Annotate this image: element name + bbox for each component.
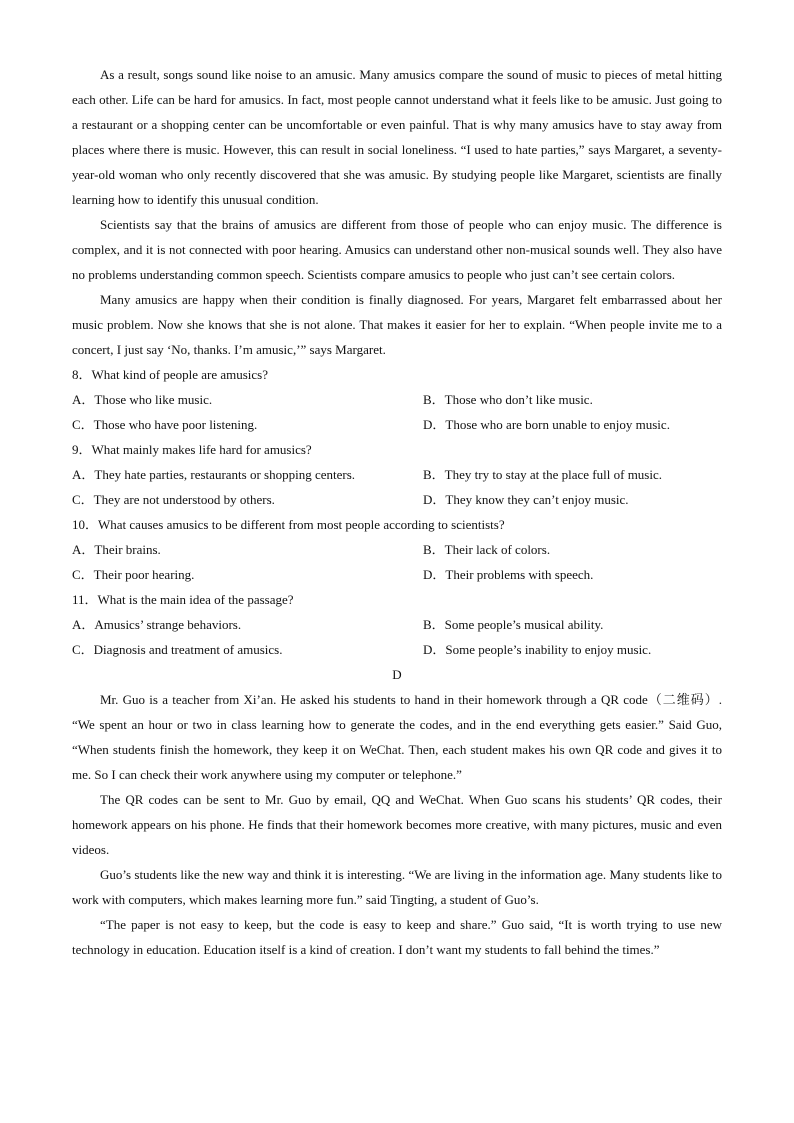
option-c: C．Diagnosis and treatment of amusics. [72, 642, 283, 657]
question-stem: 9．What mainly makes life hard for amusics? [72, 442, 312, 457]
passage-paragraph: Scientists say that the brains of amusics are different from those of people who can enjoy music. The difference is complex, and it is not connected with poor hearing. Amusics can understand other non-musical sounds well. They also have no problems understanding common speech. Scientists compare amusics to people who just can’t see certain colors. [72, 217, 722, 282]
option-d: D．Some people’s inability to enjoy music. [423, 642, 652, 657]
option-c: C．They are not understood by others. [72, 492, 275, 507]
option-b: B．Their lack of colors. [423, 542, 551, 557]
question-stem: 8．What kind of people are amusics? [72, 367, 269, 382]
question-9 [72, 437, 722, 512]
passage-paragraph: Guo’s students like the new way and think it is interesting. “We are living in the information age. Many students like to work with computers, which makes learning more fun.” said Tingting, a student of Guo’s. [72, 867, 722, 907]
option-c: C．Their poor hearing. [72, 567, 195, 582]
passage-paragraph: Mr. Guo is a teacher from Xi’an. He asked his students to hand in their homework through a QR code（二维码）. “We spent an hour or two in class learning how to generate the codes, and in the end everything gets easier.” Said Guo, “When students finish the homework, they keep it on WeChat. Then, each student makes his own QR code and gives it to me. So I can check their work anywhere using my computer or telephone.” [72, 692, 722, 782]
question-stem: 11．What is the main idea of the passage? [72, 592, 294, 607]
document-page [72, 62, 722, 962]
option-a: A．Amusics’ strange behaviors. [72, 617, 242, 632]
passage-paragraph: “The paper is not easy to keep, but the code is easy to keep and share.” Guo said, “It is worth trying to use new technology in education. Education itself is a kind of creation. I don’t want my students to fall behind the times.” [72, 917, 722, 957]
option-a: A．They hate parties, restaurants or shopping centers. [72, 467, 356, 482]
question-8 [72, 362, 722, 437]
option-a: A．Those who like music. [72, 392, 213, 407]
option-b: B．Some people’s musical ability. [423, 617, 604, 632]
section-heading: D [392, 667, 402, 682]
option-a: A．Their brains. [72, 542, 161, 557]
option-d: D．Their problems with speech. [423, 567, 594, 582]
passage-paragraph: As a result, songs sound like noise to an amusic. Many amusics compare the sound of music to pieces of metal hitting each other. Life can be hard for amusics. In fact, most people cannot understand what it feels like to be amusic. Just going to a restaurant or a shopping center can be uncomfortable or even painful. That is why many amusics have to stay away from places where there is music. However, this can result in social loneliness. “I used to hate parties,” says Margaret, a seventy-year-old woman who only recently discovered that she was amusic. By studying people like Margaret, scientists are finally learning how to identify this unusual condition. [72, 67, 722, 207]
option-c: C．Those who have poor listening. [72, 417, 258, 432]
option-d: D．They know they can’t enjoy music. [423, 492, 629, 507]
question-11 [72, 587, 722, 662]
passage-paragraph: Many amusics are happy when their condition is finally diagnosed. For years, Margaret felt embarrassed about her music problem. Now she knows that she is not alone. That makes it easier for her to explain. “When people invite me to a concert, I just say ‘No, thanks. I’m amusic,’” says Margaret. [72, 292, 722, 357]
option-b: B．Those who don’t like music. [423, 392, 593, 407]
option-d: D．Those who are born unable to enjoy music. [423, 417, 670, 432]
question-10 [72, 512, 722, 587]
question-stem: 10．What causes amusics to be different from most people according to scientists? [72, 517, 505, 532]
passage-paragraph: The QR codes can be sent to Mr. Guo by email, QQ and WeChat. When Guo scans his students’ QR codes, their homework appears on his phone. He finds that their homework becomes more creative, with many pictures, music and even videos. [72, 792, 722, 857]
option-b: B．They try to stay at the place full of music. [423, 467, 662, 482]
